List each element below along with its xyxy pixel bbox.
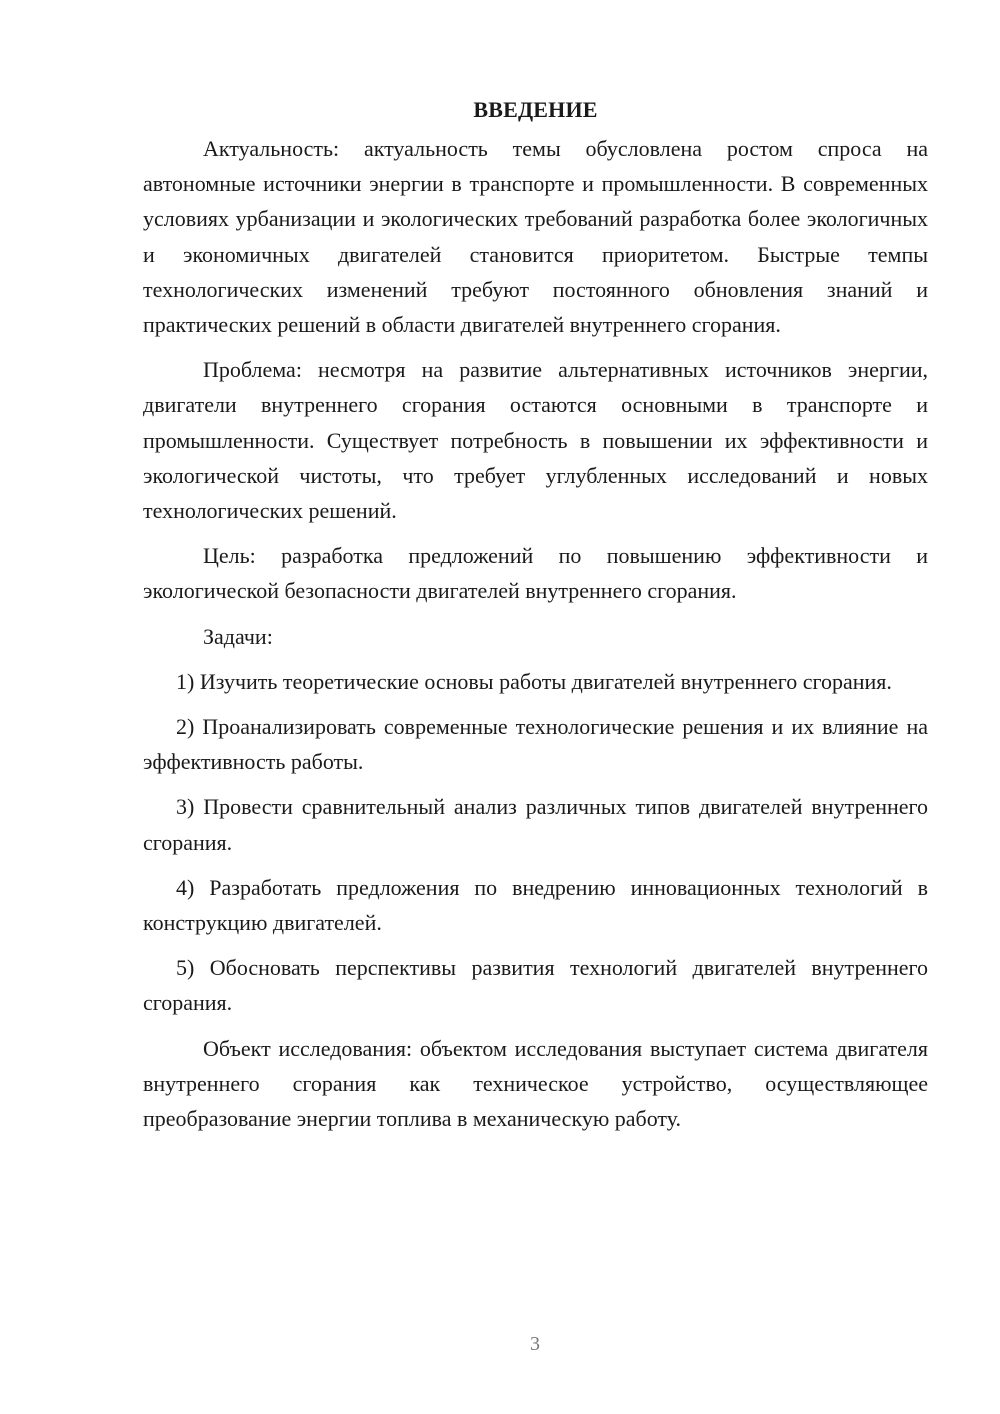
task-item-3: 3) Провести сравнительный анализ различных типов двигателей внутреннего сгорания.: [143, 794, 928, 855]
task-item-2: 2) Проанализировать современные технологические решения и их влияние на эффективность работы.: [143, 714, 928, 775]
task-item-4: 4) Разработать предложения по внедрению инновационных технологий в конструкцию двигателей.: [143, 874, 928, 936]
page-number: 3: [530, 1333, 540, 1355]
task-item-5: 5) Обосновать перспективы развития технологий двигателей внутреннего сгорания.: [143, 955, 928, 1016]
paragraph-tasks-label: Задачи:: [203, 623, 273, 649]
section-heading: ВВЕДЕНИЕ: [473, 97, 598, 122]
paragraph-relevance: Актуальность: актуальность темы обусловлена ростом спроса на автономные источники энергии в транспорте и промышленности. В современных условиях урбанизации и экологических требований разработка более экологичных и экономичных двигателей становится приоритетом. Быстрые темпы технологических изменений требуют постоянного обновления знаний и практических решений в области двигателей внутреннего сгорания.: [143, 136, 928, 338]
task-item-1: 1) Изучить теоретические основы работы двигателей внутреннего сгорания.: [176, 668, 892, 694]
paragraph-object: Объект исследования: объектом исследования выступает система двигателя внутреннего сгорания как техническое устройство, осуществляющее преобразование энергии топлива в механическую работу.: [143, 1035, 928, 1132]
paragraph-problem: Проблема: несмотря на развитие альтернативных источников энергии, двигатели внутреннего сгорания остаются основными в транспорте и промышленности. Существует потребность в повышении их эффективности и экологической чистоты, что требует углубленных исследований и новых технологических решений.: [143, 357, 928, 524]
document-page: [143, 92, 928, 1146]
paragraph-goal: Цель: разработка предложений по повышению эффективности и экологической безопасности двигателей внутреннего сгорания.: [143, 543, 928, 604]
